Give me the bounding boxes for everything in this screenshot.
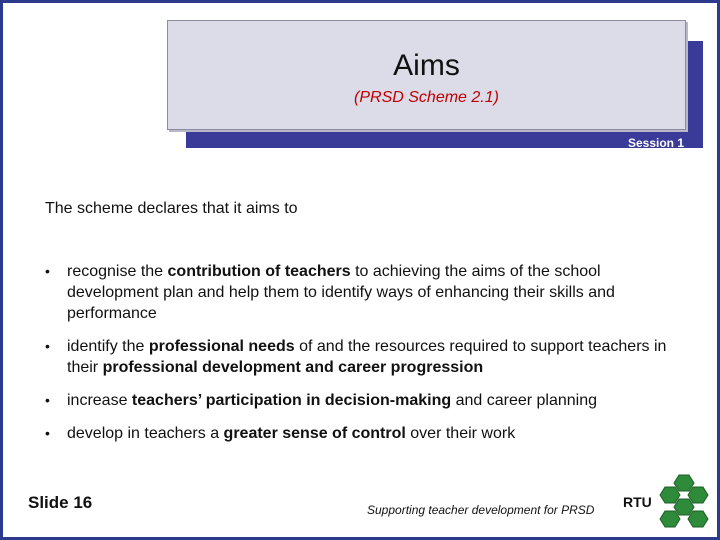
bullet-text: identify the [67, 338, 149, 355]
bullet-emphasis: contribution of teachers [167, 263, 351, 280]
bullet-item [45, 261, 685, 324]
title-box [167, 20, 686, 130]
bullet-text: increase [67, 392, 132, 409]
bullet-emphasis: professional needs [148, 338, 295, 355]
footer-text: Supporting teacher development for PRSD [367, 503, 595, 517]
bullet-emphasis: professional development and career progression [102, 359, 484, 376]
bullet-item [45, 336, 685, 378]
bullet-item [45, 423, 685, 444]
bullet-text: develop in teachers a [67, 425, 224, 442]
bullet-item [45, 390, 685, 411]
bullet-list [45, 261, 685, 456]
bullet-emphasis: teachers’ participation in decision-making [131, 392, 452, 409]
slide-title: Aims [393, 49, 460, 82]
session-label: Session 1 [627, 136, 684, 150]
bullet-text: of and the resources required to support teachers in their [67, 338, 667, 376]
slide-number: Slide 16 [28, 493, 93, 512]
hexagon-cluster-logo-icon [621, 471, 711, 533]
bullet-text: and career planning [451, 392, 598, 409]
bullet-emphasis: greater sense of control [223, 425, 406, 442]
bullet-text: over their work [405, 425, 516, 442]
intro-text: The scheme declares that it aims to [45, 200, 298, 217]
bullet-text: recognise the [67, 263, 168, 280]
bullet-text: to achieving the aims of the school development plan and help them to identify ways of enhancing their skills and performance [67, 263, 615, 322]
logo-text: RTU [623, 494, 652, 510]
slide-subtitle: (PRSD Scheme 2.1) [354, 89, 499, 106]
